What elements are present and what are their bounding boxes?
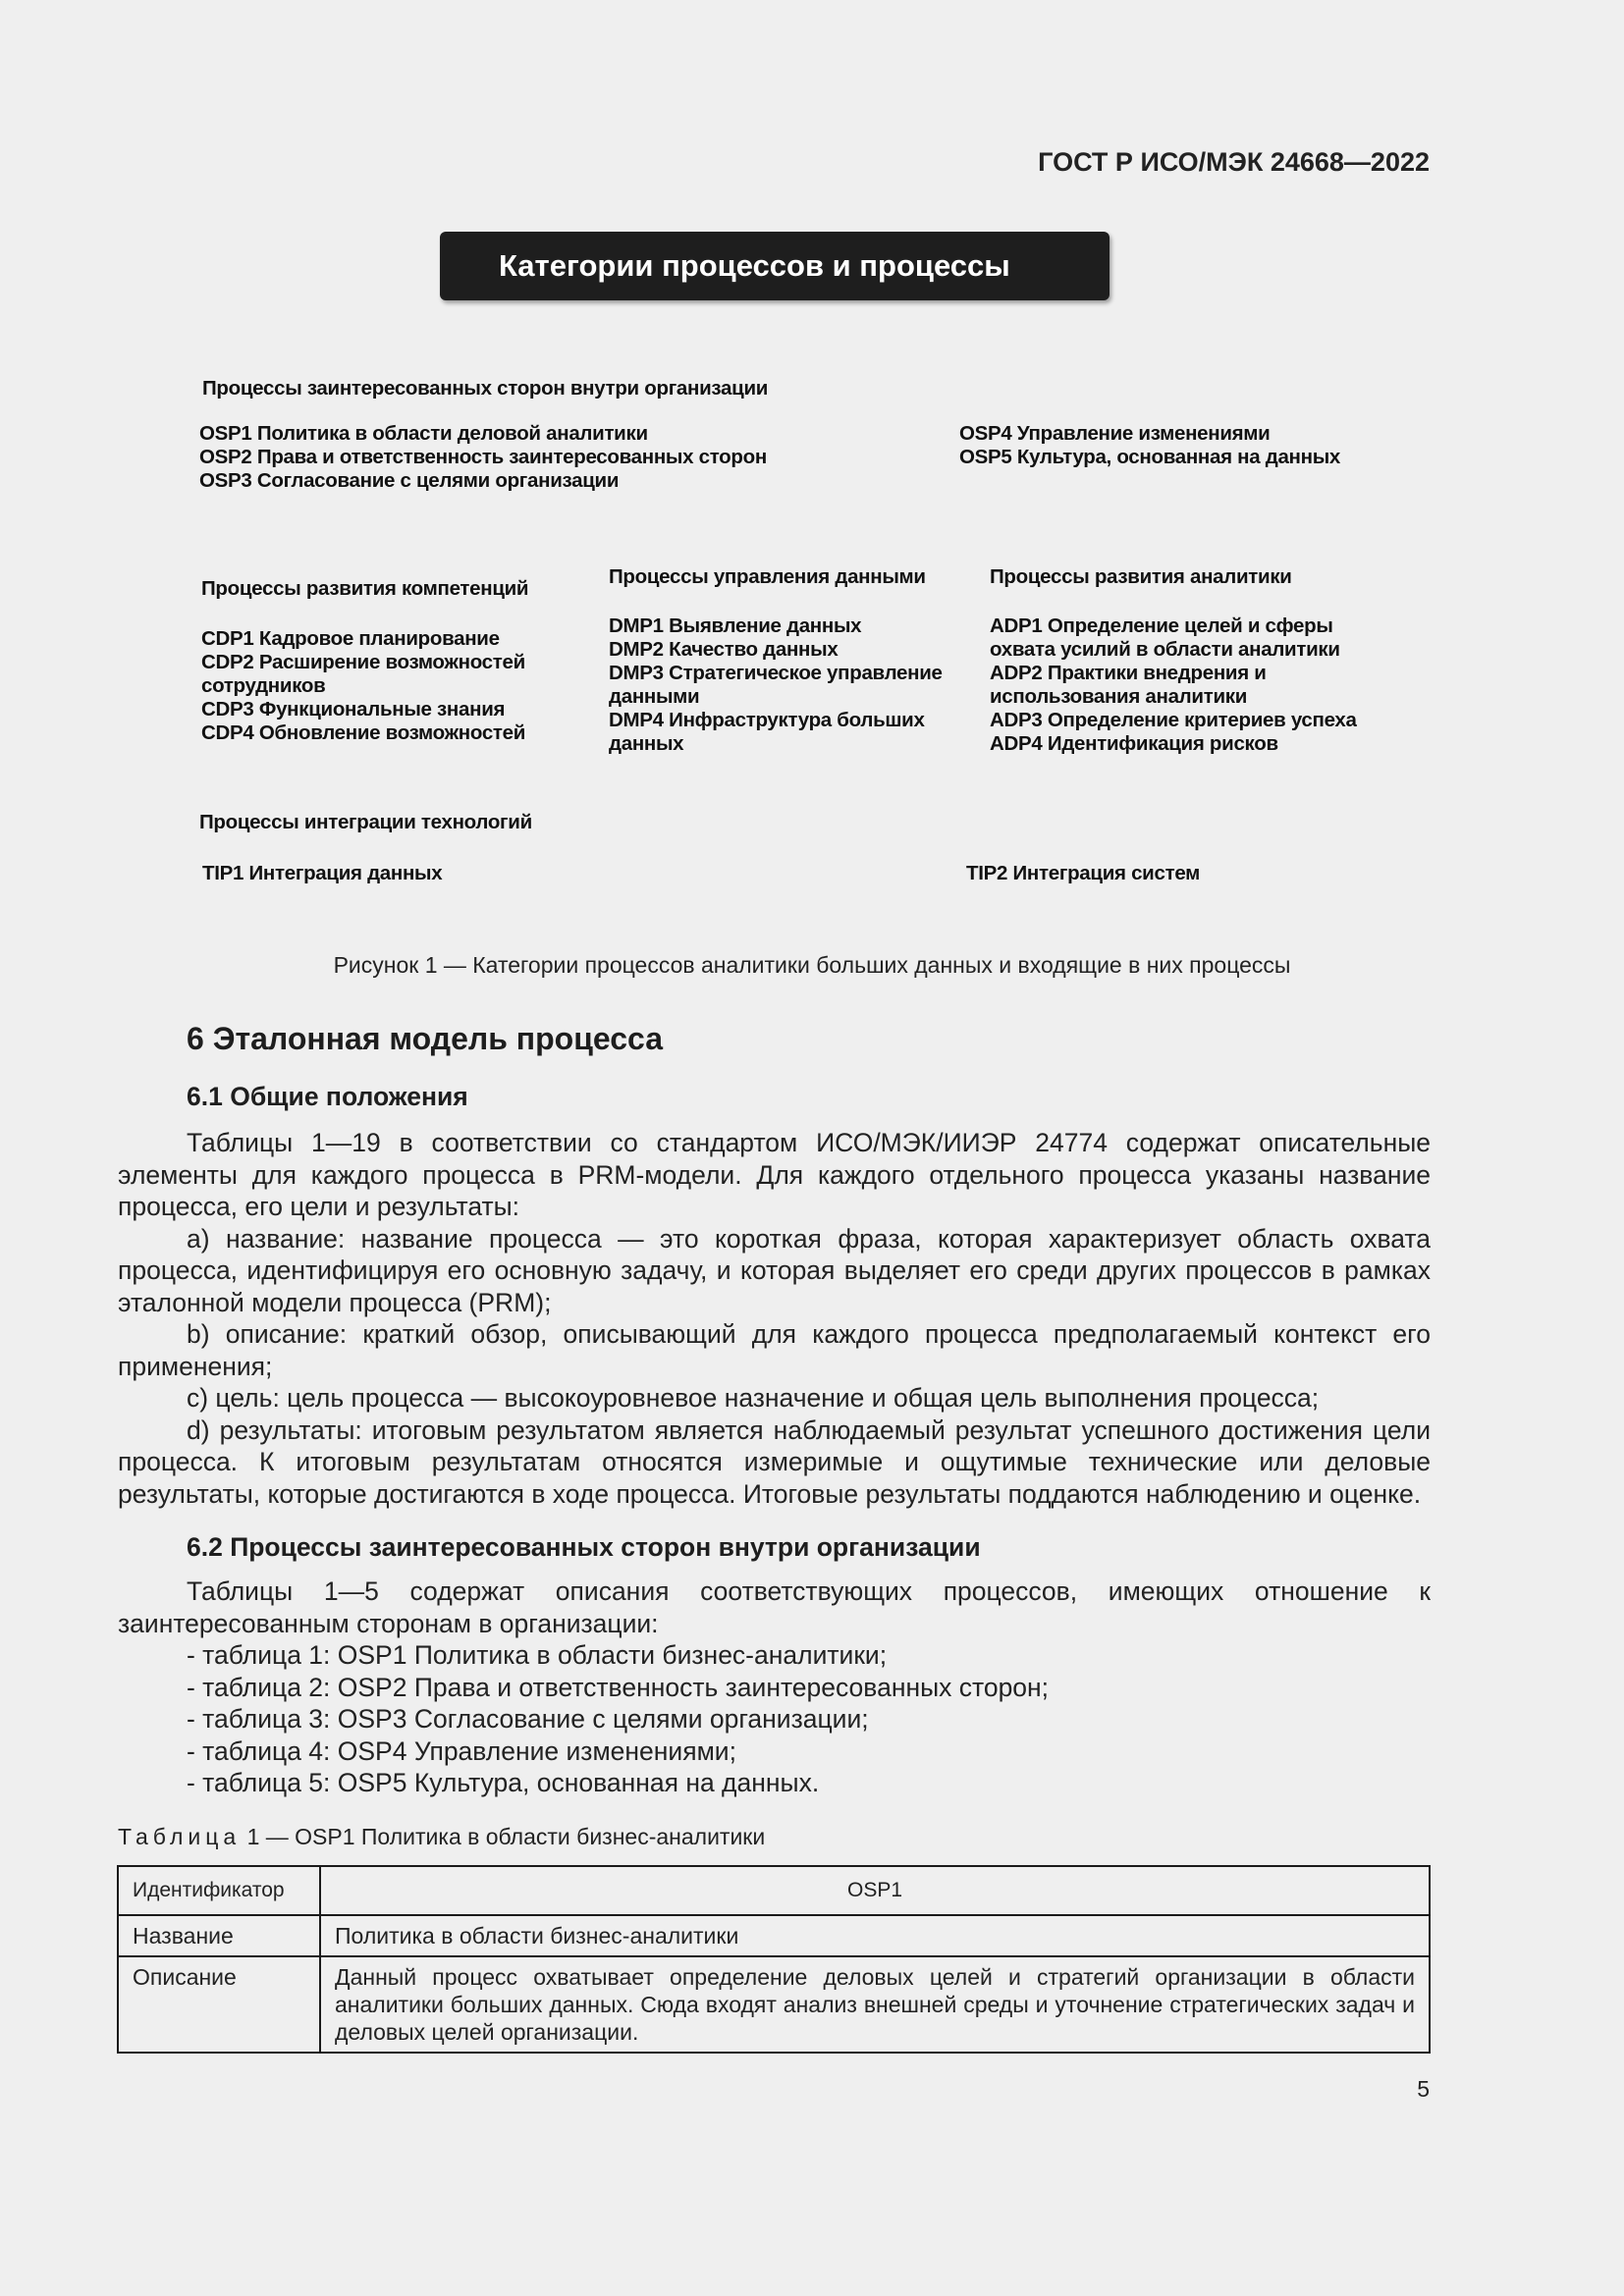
process-item: ADP4 Идентификация рисков [990, 732, 1278, 755]
subsection-heading: 6.2 Процессы заинтересованных сторон внутри организации [187, 1532, 981, 1562]
table-row [118, 1866, 1430, 1915]
paragraph: а) название: название процесса — это короткая фраза, которая характеризует область охвата процесса, идентифицируя его основную задачу, и которая выделяет его среди других процессов в рамках эталонной модели процесса (PRM); [118, 1223, 1431, 1317]
figure-caption: Рисунок 1 — Категории процессов аналитики больших данных и входящие в них процессы [333, 952, 1291, 978]
section-heading: 6 Эталонная модель процесса [187, 1021, 664, 1056]
process-item: CDP1 Кадровое планирование [201, 627, 500, 650]
subsection-heading: 6.1 Общие положения [187, 1082, 468, 1111]
process-item: OSP1 Политика в области деловой аналитики [199, 422, 648, 445]
section-6-2-body [118, 1575, 1431, 1799]
process-item: CDP3 Функциональные знания [201, 698, 506, 721]
list-item: - таблица 4: OSP4 Управление изменениями; [187, 1735, 736, 1766]
process-table [117, 1865, 1431, 2054]
tip-group-heading: Процессы интеграции технологий [199, 811, 532, 833]
osp-right-list [959, 422, 1340, 469]
dmp-group-heading: Процессы управления данными [609, 565, 926, 588]
process-item: TIP1 Интеграция данных [202, 862, 443, 884]
list-item: - таблица 3: OSP3 Согласование с целями организации; [187, 1704, 869, 1734]
table-caption-text: 1 — OSP1 Политика в области бизнес-аналитики [246, 1824, 766, 1849]
osp-left-list [199, 422, 767, 493]
paragraph: c) цель: цель процесса — высокоуровневое назначение и общая цель выполнения процесса; [187, 1383, 1320, 1413]
section-6-1-body [118, 1127, 1431, 1510]
list-item: - таблица 2: OSP2 Права и ответственность заинтересованных сторон; [187, 1672, 1050, 1702]
process-item: ADP3 Определение критериев успеха [990, 709, 1357, 731]
adp-list [990, 614, 1357, 756]
process-item: DMP3 Стратегическое управление [609, 662, 943, 684]
standard-designation: ГОСТ Р ИСО/МЭК 24668—2022 [1038, 147, 1430, 177]
paragraph: Таблицы 1—5 содержат описания соответствующих процессов, имеющих отношение к заинтересованным сторонам в организации: [118, 1576, 1431, 1638]
process-item: сотрудников [201, 674, 326, 697]
table-caption [118, 1824, 765, 1850]
process-item: OSP4 Управление изменениями [959, 422, 1271, 445]
process-item: DMP2 Качество данных [609, 638, 839, 661]
process-item: DMP4 Инфраструктура больших [609, 709, 925, 731]
table-caption-word: Таблица [118, 1824, 242, 1849]
list-item: - таблица 5: OSP5 Культура, основанная на данных. [187, 1768, 820, 1797]
process-item: использования аналитики [990, 685, 1248, 708]
table-cell-value: OSP1 [320, 1866, 1430, 1915]
cdp-list [201, 627, 525, 745]
table-cell-label: Описание [118, 1956, 320, 2053]
process-item: TIP2 Интеграция систем [966, 862, 1201, 884]
process-item: CDP4 Обновление возможностей [201, 721, 526, 744]
adp-group-heading: Процессы развития аналитики [990, 565, 1292, 588]
process-item: ADP2 Практики внедрения и [990, 662, 1267, 684]
table-cell-value: Данный процесс охватывает определение деловых целей и стратегий организации в области аналитики больших данных. Сюда входят анализ внешней среды и уточнение стратегических задач и деловых целей организации. [320, 1956, 1430, 2053]
list-item: - таблица 1: OSP1 Политика в области бизнес-аналитики; [187, 1640, 888, 1670]
osp-group-heading: Процессы заинтересованных сторон внутри организации [202, 377, 769, 400]
figure-title: Категории процессов и процессы [499, 248, 1010, 283]
cdp-group-heading: Процессы развития компетенций [201, 577, 529, 600]
process-item: OSP5 Культура, основанная на данных [959, 446, 1341, 468]
table-list [118, 1639, 1431, 1799]
paragraph: d) результаты: итоговым результатом является наблюдаемый результат успешного достижения цели процесса. К итоговым результатам относятся измеримые и ощутимые технические или деловые результаты, которые достигаются в ходе процесса. Итоговые результаты поддаются наблюдению и оценке. [118, 1415, 1431, 1509]
dmp-list [609, 614, 943, 756]
process-item: данных [609, 732, 684, 755]
table-row [118, 1915, 1430, 1956]
process-item: CDP2 Расширение возможностей [201, 651, 525, 673]
process-item: DMP1 Выявление данных [609, 614, 862, 637]
process-item: OSP3 Согласование с целями организации [199, 469, 620, 492]
process-item: охвата усилий в области аналитики [990, 638, 1340, 661]
process-item: OSP2 Права и ответственность заинтересованных сторон [199, 446, 767, 468]
table-cell-label: Идентификатор [118, 1866, 320, 1915]
table-cell-label: Название [118, 1915, 320, 1956]
process-item: данными [609, 685, 700, 708]
process-item: ADP1 Определение целей и сферы [990, 614, 1333, 637]
paragraph: b) описание: краткий обзор, описывающий для каждого процесса предполагаемый контекст его применения; [118, 1319, 1431, 1381]
page-number: 5 [1417, 2076, 1430, 2102]
table-cell-value: Политика в области бизнес-аналитики [320, 1915, 1430, 1956]
paragraph: Таблицы 1—19 в соответствии со стандартом ИСО/МЭК/ИИЭР 24774 содержат описательные элементы для каждого процесса в PRM-модели. Для каждого отдельного процесса указаны название процесса, его цели и результаты: [118, 1128, 1431, 1221]
table-row [118, 1956, 1430, 2053]
